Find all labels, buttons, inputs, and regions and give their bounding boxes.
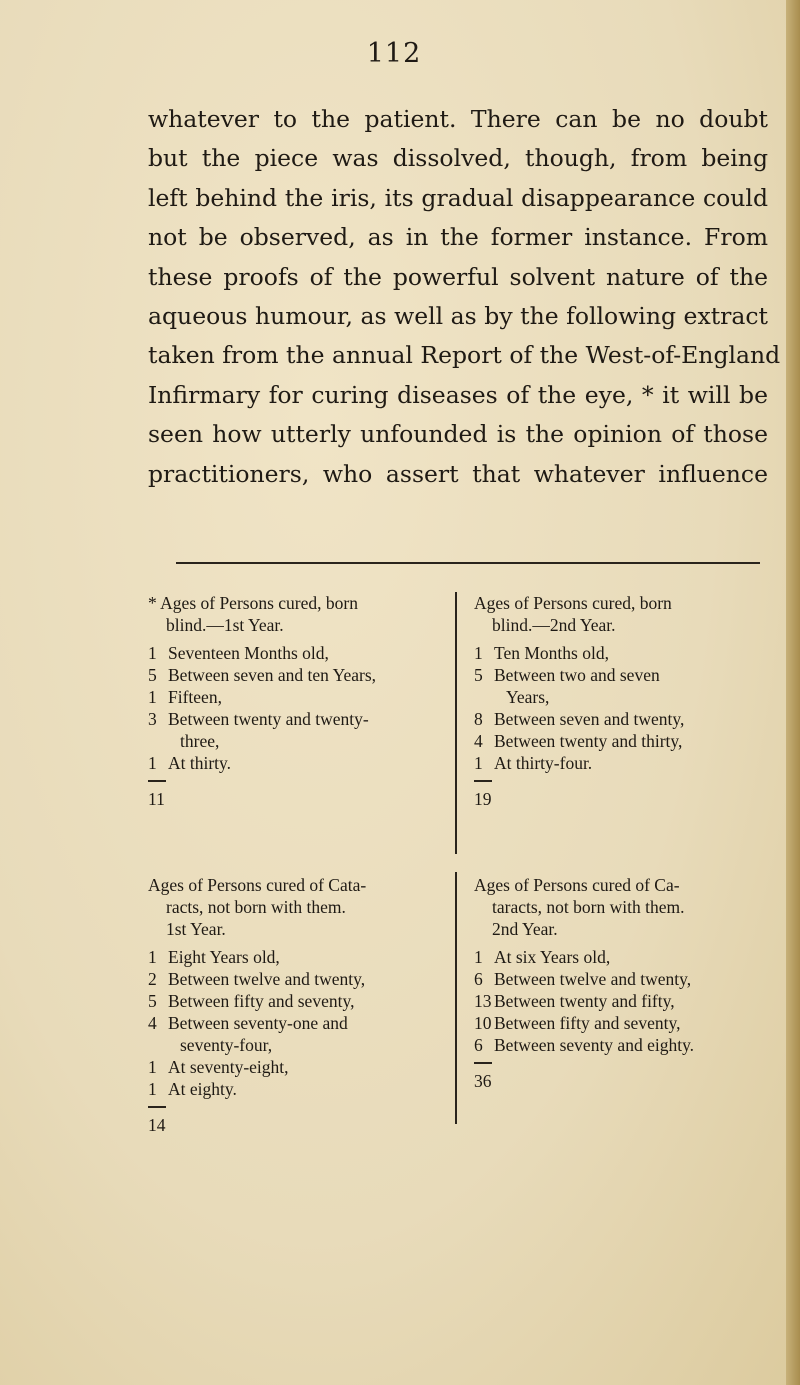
body-line: practitioners, who assert that whatever influence: [148, 459, 768, 488]
row-description: [162, 1078, 448, 1100]
row-description: [488, 1012, 764, 1034]
table-row: [148, 990, 448, 1012]
table-total: 36: [474, 1070, 492, 1091]
body-line: taken from the annual Report of the West-of-England: [148, 341, 781, 370]
row-count: 6: [474, 969, 483, 989]
row-count: 6: [474, 1035, 483, 1055]
row-count: 13: [474, 991, 492, 1011]
row-description: [162, 642, 448, 664]
row-description-line: Between seventy and eighty.: [494, 1035, 695, 1055]
row-count: 10: [474, 1013, 492, 1033]
row-description-line: seventy-four,: [180, 1035, 273, 1055]
total-rule: [148, 1106, 166, 1108]
page-edge: [786, 0, 800, 1385]
row-description-line: Between twenty and thirty,: [494, 731, 683, 751]
table-row: [148, 642, 448, 664]
row-description-line: Ten Months old,: [494, 643, 609, 663]
row-description: [162, 968, 448, 990]
body-line: left behind the iris, its gradual disappearance could: [148, 183, 768, 212]
table-row: [148, 1078, 448, 1100]
table-row: [148, 946, 448, 968]
row-description: [488, 946, 764, 968]
row-description-line: Years,: [506, 687, 550, 707]
table-heading-line: 1st Year.: [166, 919, 226, 939]
row-count: 4: [148, 1013, 157, 1033]
row-description: [488, 1034, 764, 1056]
row-count: 5: [148, 665, 157, 685]
table-heading-line: 2nd Year.: [492, 919, 558, 939]
table-total: 19: [474, 788, 492, 809]
table-row: [474, 752, 764, 774]
body-line: aqueous humour, as well as by the following extract: [148, 302, 768, 331]
row-description-line: Between twelve and twenty,: [168, 969, 366, 989]
row-description: [488, 642, 764, 664]
table-cataracts-1st-year: [148, 874, 448, 1136]
total-rule: [474, 780, 492, 782]
row-description: [488, 990, 764, 1012]
row-description: [488, 664, 764, 708]
table-heading: [474, 592, 764, 636]
row-count: 8: [474, 709, 483, 729]
table-heading-line: blind.—2nd Year.: [492, 615, 616, 635]
table-born-blind-2nd-year: [474, 592, 764, 810]
row-description-line: Fifteen,: [168, 687, 222, 707]
table-rows: [474, 642, 764, 774]
table-total: 14: [148, 1114, 166, 1135]
row-count: 1: [148, 687, 157, 707]
row-description-line: Between two and seven: [494, 665, 660, 685]
table-born-blind-1st-year: [148, 592, 448, 810]
row-description-line: Between twenty and fifty,: [494, 991, 675, 1011]
table-row: [474, 990, 764, 1012]
table-total: 11: [148, 788, 165, 809]
table-row: [148, 708, 448, 752]
row-description-line: Eight Years old,: [168, 947, 280, 967]
row-description: [488, 708, 764, 730]
table-heading-line: racts, not born with them.: [166, 897, 346, 917]
table-row: [148, 664, 448, 686]
table-row: [148, 968, 448, 990]
body-line: these proofs of the powerful solvent nature of the: [148, 262, 768, 291]
row-count: 3: [148, 709, 157, 729]
row-description-line: Between seven and ten Years,: [168, 665, 377, 685]
table-heading-line: Ages of Persons cured, born: [474, 593, 672, 613]
body-text: [148, 100, 781, 494]
table-rows: [148, 642, 448, 774]
row-description-line: Between fifty and seventy,: [494, 1013, 681, 1033]
total-rule: [474, 1062, 492, 1064]
table-row: [474, 664, 764, 708]
row-description-line: At eighty.: [168, 1079, 237, 1099]
footnote-rule: [176, 562, 760, 564]
table-rows: [148, 946, 448, 1100]
row-count: 2: [148, 969, 157, 989]
row-description: [162, 708, 448, 752]
body-line: whatever to the patient. There can be no doubt: [148, 105, 768, 133]
row-count: 1: [474, 947, 483, 967]
row-description: [162, 664, 448, 686]
row-description-line: Seventeen Months old,: [168, 643, 329, 663]
table-row: [474, 730, 764, 752]
row-count: 1: [148, 753, 157, 773]
table-heading-line: blind.—1st Year.: [166, 615, 284, 635]
table-row: [148, 1056, 448, 1078]
table-rows: [474, 946, 764, 1056]
table-row: [474, 946, 764, 968]
table-heading: [148, 874, 448, 940]
table-heading-line: Ages of Persons cured of Cata-: [148, 875, 367, 895]
row-description: [488, 730, 764, 752]
row-description: [162, 1012, 448, 1056]
body-line: Infirmary for curing diseases of the eye, * it will be: [148, 380, 768, 409]
row-count: 1: [148, 947, 157, 967]
row-description: [162, 1056, 448, 1078]
row-description: [162, 946, 448, 968]
table-row: [474, 1034, 764, 1056]
table-heading: [474, 874, 764, 940]
row-count: 1: [148, 643, 157, 663]
row-description: [162, 686, 448, 708]
page-number: 112: [366, 38, 422, 69]
row-description-line: Between fifty and seventy,: [168, 991, 355, 1011]
table-row: [148, 752, 448, 774]
column-divider-bottom: [455, 872, 457, 1124]
body-line: but the piece was dissolved, though, from being: [148, 144, 768, 173]
table-row: [474, 968, 764, 990]
row-count: 1: [148, 1057, 157, 1077]
table-row: [148, 686, 448, 708]
table-row: [474, 642, 764, 664]
table-heading: [148, 592, 448, 636]
row-description: [162, 752, 448, 774]
row-description-line: Between seven and twenty,: [494, 709, 685, 729]
row-description-line: Between twenty and twenty-: [168, 709, 369, 729]
row-description-line: Between seventy-one and: [168, 1013, 348, 1033]
row-count: 1: [474, 753, 483, 773]
row-description: [488, 752, 764, 774]
body-line: seen how utterly unfounded is the opinion of those: [148, 420, 768, 449]
row-description-line: At thirty.: [168, 753, 232, 773]
row-description-line: At thirty-four.: [494, 753, 593, 773]
row-count: 5: [148, 991, 157, 1011]
table-cataracts-2nd-year: [474, 874, 764, 1092]
column-divider-top: [455, 592, 457, 854]
total-rule: [148, 780, 166, 782]
table-heading-line: taracts, not born with them.: [492, 897, 685, 917]
table-heading-line: Ages of Persons cured of Ca-: [474, 875, 680, 895]
table-row: [474, 1012, 764, 1034]
table-row: [148, 1012, 448, 1056]
row-description-line: three,: [180, 731, 220, 751]
body-line: not be observed, as in the former instance. From: [148, 223, 768, 252]
row-description: [488, 968, 764, 990]
row-count: 5: [474, 665, 483, 685]
table-heading-line: * Ages of Persons cured, born: [148, 593, 358, 613]
row-count: 1: [474, 643, 483, 663]
row-count: 1: [148, 1079, 157, 1099]
row-description-line: At six Years old,: [494, 947, 611, 967]
row-description-line: Between twelve and twenty,: [494, 969, 692, 989]
row-description: [162, 990, 448, 1012]
row-description-line: At seventy-eight,: [168, 1057, 289, 1077]
table-row: [474, 708, 764, 730]
row-count: 4: [474, 731, 483, 751]
